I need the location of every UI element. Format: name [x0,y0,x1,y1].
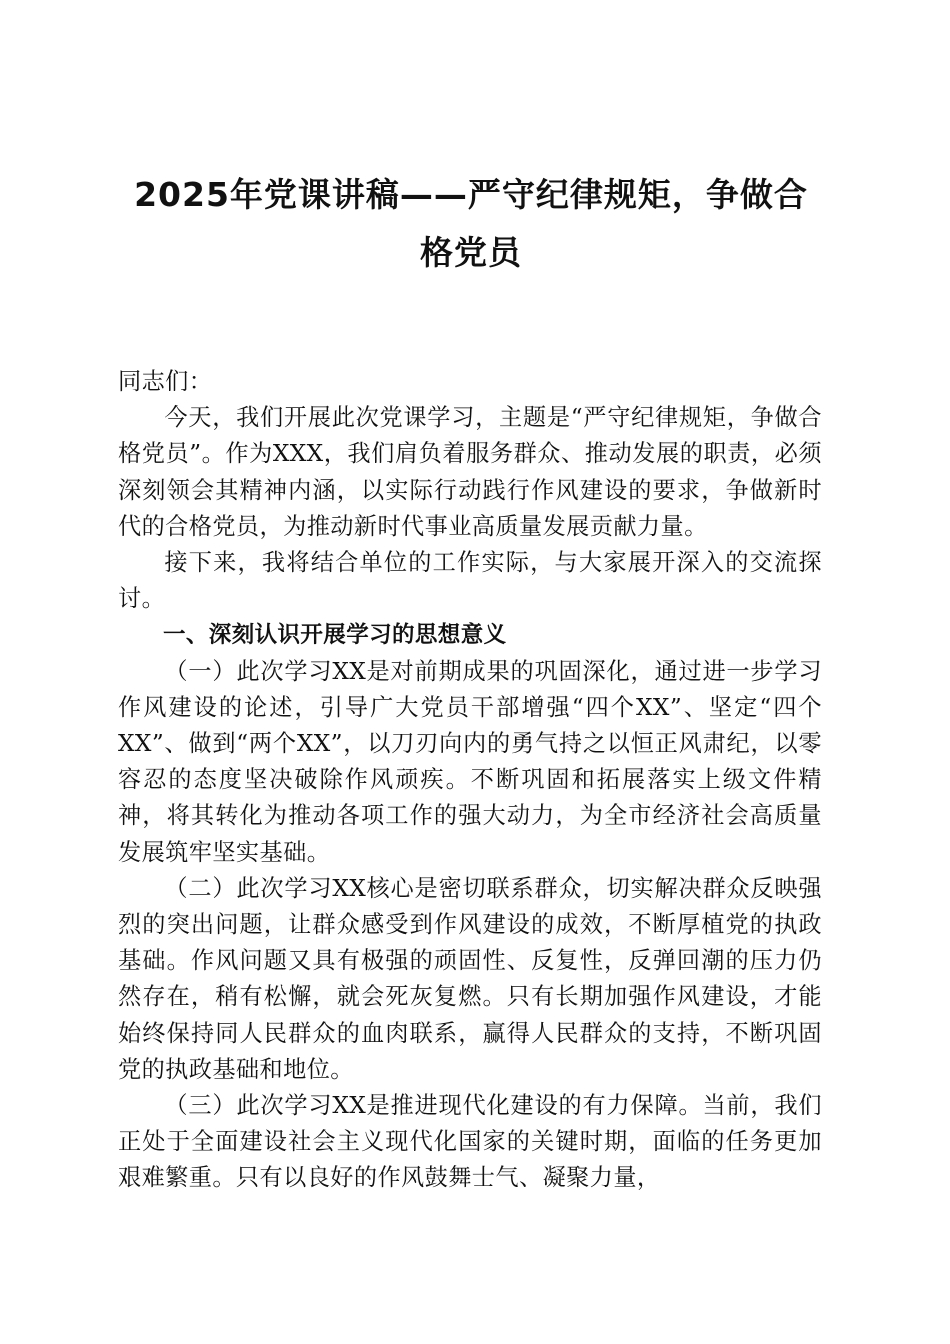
salutation: 同志们： [118,368,213,395]
document-body [118,364,822,1197]
section-item-3: （三）此次学习XX是推进现代化建设的有力保障。当前，我们正处于全面建设社会主义现代化国家的关键时期，面临的任务更加艰难繁重。只有以良好的作风鼓舞士气、凝聚力量， [118,1092,822,1192]
transition-paragraph: 接下来，我将结合单位的工作实际，与大家展开深入的交流探讨。 [118,549,822,613]
document-title: 2025年党课讲稿——严守纪律规矩，争做合格党员 [134,175,808,272]
intro-paragraph: 今天，我们开展此次党课学习，主题是“严守纪律规矩，争做合格党员”。作为XXX，我们肩负着服务群众、推动发展的职责，必须深刻领会其精神内涵，以实际行动践行作风建设的要求，争做新时代的合格党员，为推动新时代事业高质量发展贡献力量。 [118,404,822,540]
section-heading: 一、深刻认识开展学习的思想意义 [163,622,507,649]
section-item-1: （一）此次学习XX是对前期成果的巩固深化，通过进一步学习作风建设的论述，引导广大党员干部增强“四个XX”、坚定“四个XX”、做到“两个XX”，以刀刃向内的勇气持之以恒正风肃纪，以零容忍的态度坚决破除作风顽疾。不断巩固和拓展落实上级文件精神，将其转化为推动各项工作的强大动力，为全市经济社会高质量发展筑牢坚实基础。 [118,657,822,866]
section-item-2: （二）此次学习XX核心是密切联系群众，切实解决群众反映强烈的突出问题，让群众感受到作风建设的成效，不断厚植党的执政基础。作风问题又具有极强的顽固性、反复性，反弹回潮的压力仍然存在，稍有松懈，就会死灰复燃。只有长期加强作风建设，才能始终保持同人民群众的血肉联系，赢得人民群众的支持，不断巩固党的执政基础和地位。 [118,874,822,1083]
